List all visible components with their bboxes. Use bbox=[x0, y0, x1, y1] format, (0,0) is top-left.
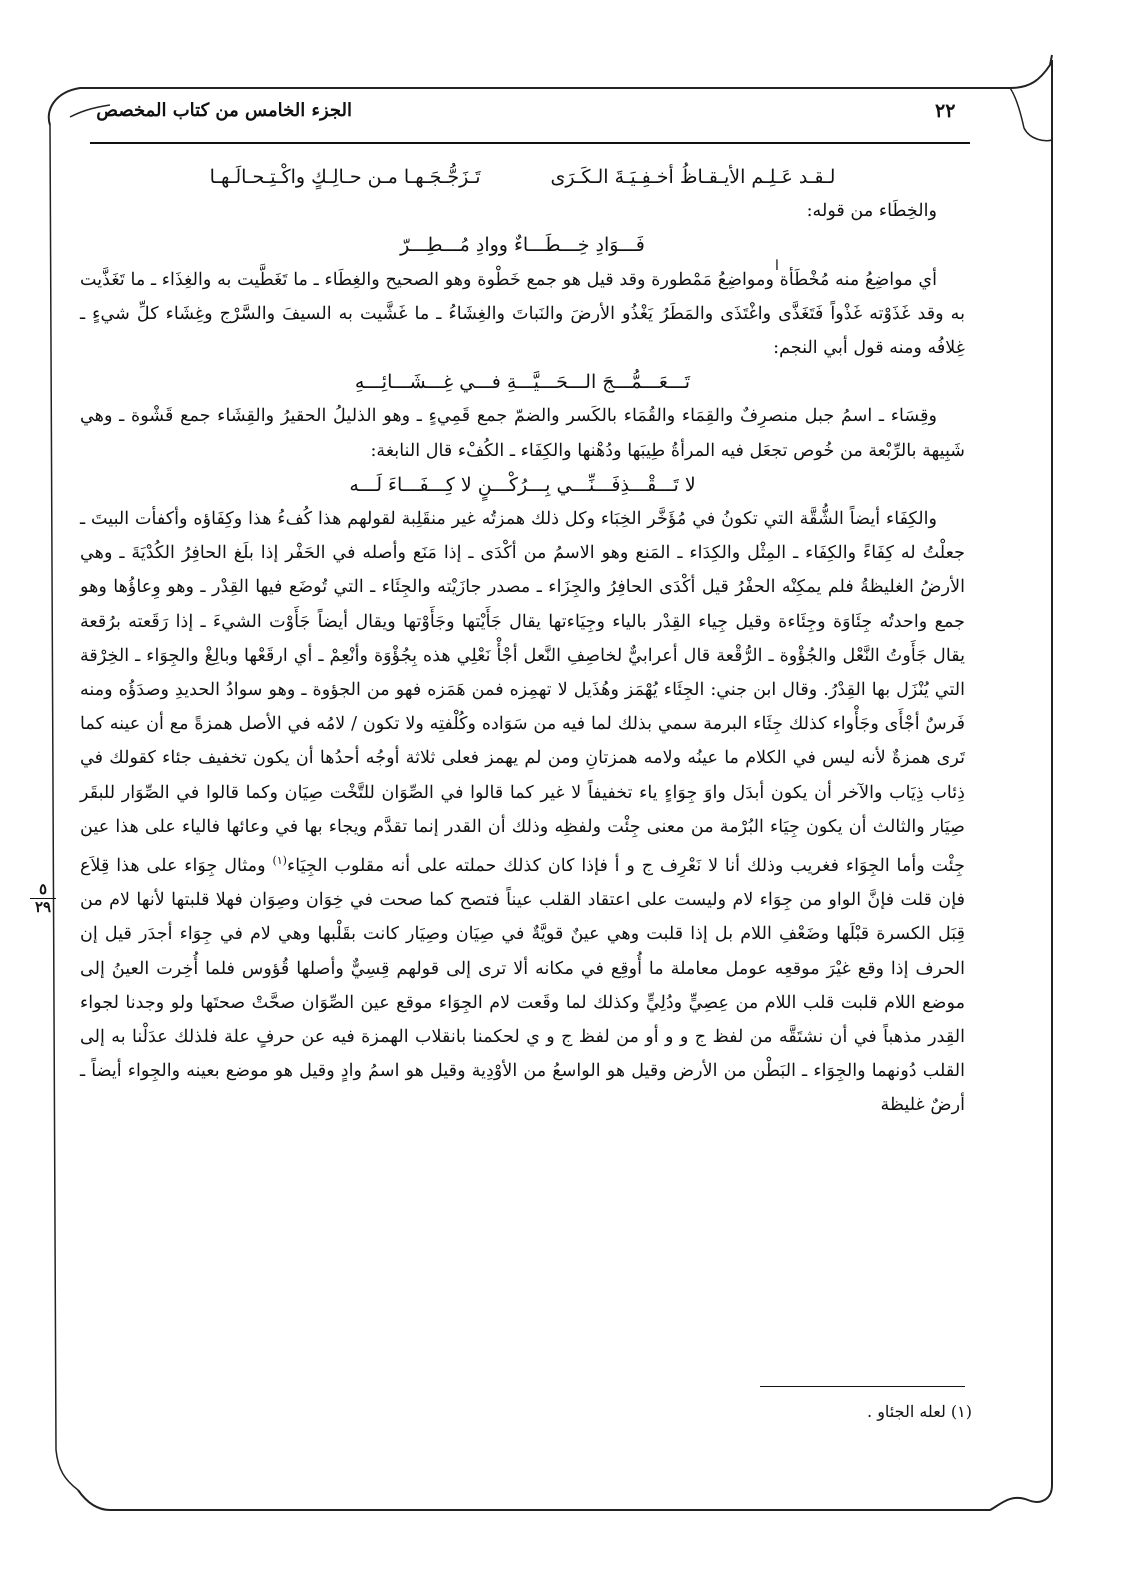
margin-ref-top: ٥ bbox=[38, 880, 48, 898]
paragraph-3-text: والكِفَاء أيضاً الشُّقَّة التي تكونُ في مُؤَخَّر الخِبَاء وكل ذلك همزتُه غير منقَلِبة لقولهم هذا كُفءُ هذا وكِفَاؤه وأكفأت البيتَ ـ جعلْتُ له كِفَاءً والكِفَاء ـ المِثْل والكِدَاء ـ المَنع وهو الاسمُ من أكْدَى ـ إذا مَنَع وأصله في الحَفْر إذا بلَغ الحافِرُ الكُدْيَةَ ـ وهي الأرضُ الغليظةُ فلم يمكِنْه الحفْرُ قيل أكْدَى الحافِرُ والجِزَاء ـ مصدر جازَيْته والجِئَاء ـ التي تُوضَع فيها القِدْر ـ وهو وِعاؤُها وهو جمع واحدتُه جِئَاوَة وجِئَاءة وقيل جِياء القِدْر بالياء وجِيَاءتها يقال جَأَيْتها وجَأَوْتها ويقال أيضاً جَأَوْت الشيءَ ـ إذا رَقَعته برُقعة يقال جَأَوتُ النَّعْل والجُؤْوة ـ الرُّقْعة قال أعرابيٌّ لخاصِفِ النَّعل أجْأْ نَعْلِي هذه بِجُؤْوَة وأنْعِمْ ـ أي ارقَعْها وبالِغْ والجِوَاء ـ الخِرْقة التي يُنْزَل بها القِدْرُ. وقال ابن جني: الجِئَاء يُهْمَز وهُذَيل لا تهمِزه فمن هَمَزه فهو من الجؤوة ـ وهو سوادُ الحديدِ وصدَؤُه ومنه فَرسٌ أجْأَى وجَأْواء كذلك جِئَاء البرمة سمي بذلك لما فيه من سَوَاده وكُلْفتِه ولا تكون / لامُه في الأصل همزةً مع أن عينه كما تَرى همزةٌ لأنه ليس في الكلام ما عينُه ولامه همزتانِ ومن لم يهمز فعلى ثلاثة أوجُه أحدُها أن يكون تخفيف جئاء كقولك في ذِئاب ذِيَاب والآخر أن يكون أبدَل واوَ جِوَاءٍ ياء تخفيفاً لا غير كما قالوا في الصِّوَان للتَّخْت صِيَان وكما قالوا في الصِّوَار للبقَر صِيَار والثالث أن يكون جِيَاء البُرْمة من معنى جِئْت ولفظِه وذلك أن القدر إنما تقدَّم ويجاء بها في وعائها فالياء على هذا عين جِئْت وأما الجِوَاء فغريب وذلك أنا لا نَعْرِف ج و أ فإذا كان كذلك حملته على أنه مقلوب الجِيَاء bbox=[80, 509, 965, 876]
verse-2: فَـــوَادِ خِـــطَـــاءٌ ووادِ مُـــطِـــرّ bbox=[400, 234, 645, 257]
stray-mark: ا bbox=[775, 258, 779, 274]
verse-4: لا تَـــقْـــذِفَـــنِّـــي بِـــرُكْـــنٍ لا كِـــفَـــاءَ لَـــه bbox=[349, 473, 696, 496]
paragraph-1: أي مواضِعُ منه مُخْطَأة ومواضِعُ مَمْطورة وقد قيل هو جمع خَطْوة وهو الصحيح والغِطَاء ـ ما تَغَطَّيت به والغِذَاء ـ ما تَغَذَّيت به وقد غَذَوْته غَذْواً فَتَغَذَّى واغْتَذَى والمَطَرُ يَغْذُو الأرضَ والنَباتَ والغِشَاءُ ـ ما غَشَّيت به السيفَ والسَّرْج وغِشَاء كلِّ شيءٍ ـ غِلافُه ومنه قول أبي النجم: bbox=[80, 269, 965, 359]
header-rule bbox=[90, 142, 970, 144]
paragraph-2: وقِسَاء ـ اسمُ جبل منصرِفٌ والقِمَاء والقُمَاء بالكَسر والضمّ جمع قَمِيءٍ ـ وهو الذليلُ الحقيرُ والقِشَاء جمع قَشْوة ـ وهي شَبِيهة بالرِّبْعة من خُوص تجعَل فيه المرأةُ طِيبَها ودُهْنها والكِفَاء ـ الكُفْء قال النابغة: bbox=[80, 406, 965, 461]
footnote-rule bbox=[760, 1386, 965, 1387]
footnote: (١) لعله الجئاو . bbox=[867, 1402, 972, 1421]
verse-3: تَـــعَـــمُّـــجَ الـــحَـــيَّـــةِ فـــي غِـــشَـــائِـــهِ bbox=[354, 371, 691, 394]
running-title: الجزء الخامس من كتاب المخصص bbox=[96, 100, 352, 121]
verse-1-hemistich-2: تَـزَجُّـجَـهـا مـن حـالِـكٍ واكْـتِـحـالَـهـا bbox=[209, 166, 481, 188]
page-number: ٢٢ bbox=[935, 100, 956, 122]
footnote-marker: (١) bbox=[272, 854, 287, 868]
paragraph-3 bbox=[80, 502, 965, 1123]
intro-line: والخِطَاء من قوله: bbox=[806, 201, 937, 222]
verse-1-hemistich-1: لـقـد عَـلِـم الأيـقـاظُ أخـفِـيَـةَ الـكَـرَى bbox=[550, 166, 836, 188]
margin-ref-bottom: ٢٩ bbox=[34, 898, 52, 916]
paragraph-3-continued: ومثال جِوَاء على هذا قِلاَع فإن قلت فإنَّ الواو من جِوَاء لام وليست على اعتقاد القلب عيناً فتصح كما صحت في خِوَان وصِوَان فهلا قلبتها لأنها لام من قِبَل الكسرة قبْلَها وضَعْفِ اللام بل إذا قلبت وهي عينٌ قويَّةٌ في صِيَان وصِيَار كانت بقَلْبها وهي لام في جِوَاء أجدَر قيل إن الحرف إذا وقع غيْرَ موقعِه عومل معاملة ما أُوقِع في مكانه ألا ترى إلى قولهم قِسِيٌّ وأصلها قُؤوس فلما أُخِرت العينُ إلى موضع اللام قلبت قلب اللام من عِصِيٍّ ودُلِيٍّ وكذلك لما وقَعت لام الجِوَاء موقع عين الصِّوَان صحَّتْ صحتَها ولو وجدنا لجواء القِدر مذهباً في أن نشتَقَّه من لفظ ج و و أو من لفظ ج و ي لحكمنا بانقلاب الهمزة فيه عن حرفٍ علة فلذلك عدَلْنا به إلى القلب دُونهما والجِوَاء ـ البَطْن من الأرض وقيل هو الواسعُ من الأوْدِية وقيل هو اسمُ وادٍ وقيل هو موضع بعينه والجِواء أيضاً ـ أرضٌ غليظة bbox=[80, 855, 965, 1116]
page-body bbox=[80, 160, 965, 1123]
verse-1 bbox=[80, 160, 965, 194]
margin-page-reference bbox=[30, 882, 56, 915]
